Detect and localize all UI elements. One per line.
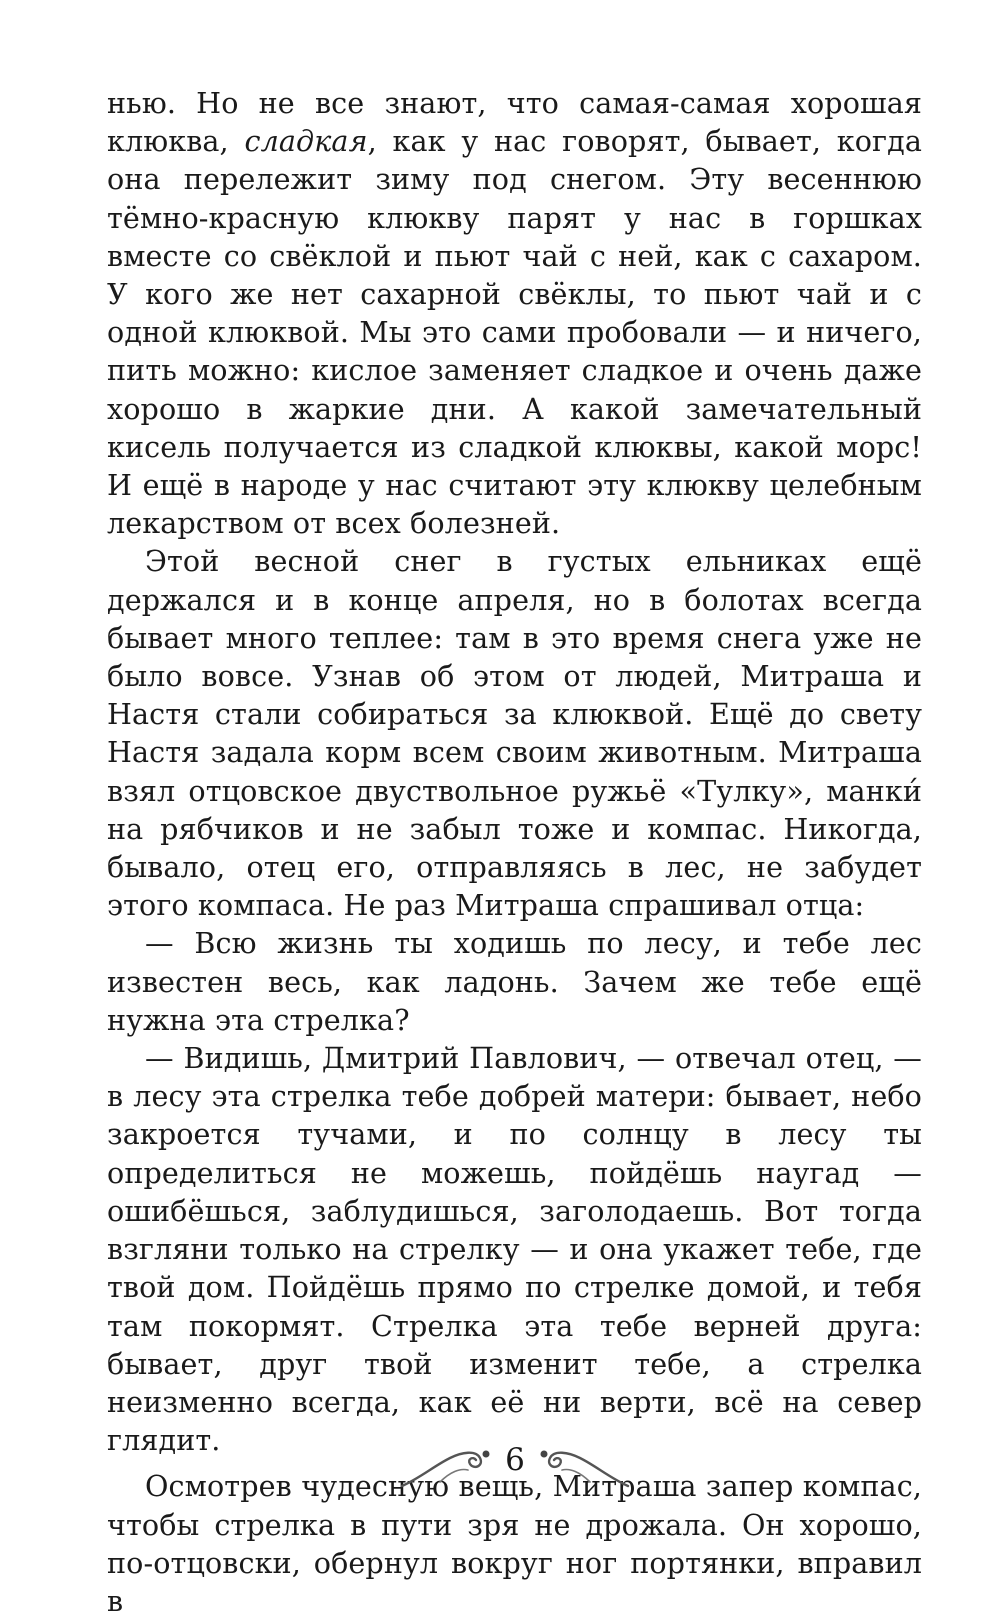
italic-word: сладкая xyxy=(244,124,368,159)
paragraph-compass: Осмотрев чудесную вещь, Митраша запер компас, чтобы стрелка в пути зря не дрожала. Он хорошо, по-отцовски, обернул вокруг ног портянки, вправил в xyxy=(107,1469,922,1618)
paragraph-continued: нью. Но не все знают, что самая-самая хорошая клюква, сладкая, как у нас говорят, бывает, когда она перележит зиму под снегом. Эту весеннюю тёмно-красную клюкву парят у нас в горшках вместе со свёклой и пьют чай с ней, как с сахаром. У кого же нет сахарной свёклы, то пьют чай и с одной клюквой. Мы это сами пробовали — и ничего, пить можно: кислое заменяет сладкое и очень даже хорошо в жаркие дни. А какой замечательный кисель получается из сладкой клюквы, какой морс! И ещё в народе у нас считают эту клюкву целебным лекарством от всех болезней. xyxy=(107,86,922,541)
dialogue-answer: — Видишь, Дмитрий Павлович, — отвечал отец, — в лесу эта стрелка тебе добрей матери: бывает, небо закроется тучами, и по солнцу в лесу ты определиться не можешь, пойдёшь наугад — ошибёшься, заблудишься, заголодаешь. Вот тогда взгляни только на стрелку — и она укажет тебе, где твой дом. Пойдёшь прямо по стрелке домой, и тебя там покормят. Стрелка эта тебе верней друга: бывает, друг твой изменит тебе, а стрелка неизменно всегда, как её ни верти, всё на север глядит. xyxy=(107,1041,922,1458)
dialogue-question: — Всю жизнь ты ходишь по лесу, и тебе лес известен весь, как ладонь. Зачем же тебе ещё нужна эта стрелка? xyxy=(107,926,922,1037)
page-text xyxy=(107,84,922,1620)
page-number: 6 xyxy=(505,1442,525,1478)
swirl-ornament-right-icon xyxy=(538,1438,630,1492)
paragraph-spring: Этой весной снег в густых ельниках ещё держался и в конце апреля, но в болотах всегда бывает много теплее: там в это время снега уже не было вовсе. Узнав об этом от людей, Митраша и Настя стали собираться за клюквой. Ещё до свету Настя задала корм всем своим животным. Митраша взял отцовское двуствольное ружьё «Тулку», манки́ на рябчиков и не забыл тоже и компас. Никогда, бывало, отец его, отправляясь в лес, не забудет этого компаса. Не раз Митраша спрашивал отца: xyxy=(107,544,922,923)
page-footer xyxy=(400,1438,630,1492)
